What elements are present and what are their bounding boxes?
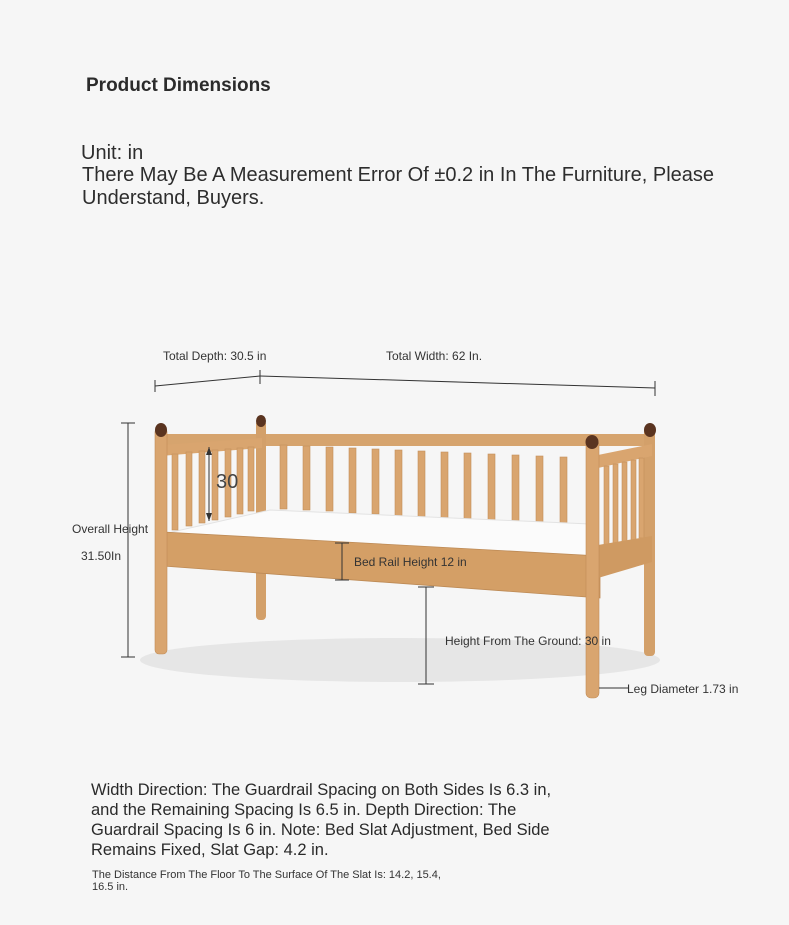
bed-rail-height-label: Bed Rail Height 12 in <box>354 555 467 569</box>
front-left-leg <box>155 428 167 654</box>
measurement-note: There May Be A Measurement Error Of ±0.2 in In The Furniture, Please Understand, Buyers. <box>82 164 715 209</box>
total-depth-label: Total Depth: 30.5 in <box>163 349 267 363</box>
back-right-cap <box>644 423 656 437</box>
depth-line <box>155 376 260 386</box>
overall-height-label: Overall Height <box>72 522 149 536</box>
guardrail-height-label: 30 <box>216 471 239 493</box>
spacing-description: Width Direction: The Guardrail Spacing on Both Sides Is 6.3 in, and the Remaining Spacing Is 6.5 in. Depth Direction: The Guardrail Spacing Is 6 in. Note: Bed Slat Adjustment, Bed Side Remains Fixed, Slat Gap: 4.2 in. <box>91 781 552 859</box>
unit-label: Unit: in <box>81 142 144 164</box>
front-right-leg <box>586 440 599 698</box>
overall-height-value: 31.50In <box>81 549 122 563</box>
front-left-cap <box>155 423 167 437</box>
leg-diameter-label: Leg Diameter 1.73 in <box>627 682 739 696</box>
ground-height-label: Height From The Ground: 30 in <box>445 634 611 648</box>
back-left-cap <box>256 415 266 427</box>
width-line <box>260 376 655 388</box>
front-right-cap <box>586 435 599 449</box>
total-width-label: Total Width: 62 In. <box>386 349 483 363</box>
page-title: Product Dimensions <box>86 75 271 96</box>
floor-distance-note: The Distance From The Floor To The Surface Of The Slat Is: 14.2, 15.4, 16.5 in. <box>92 869 441 893</box>
